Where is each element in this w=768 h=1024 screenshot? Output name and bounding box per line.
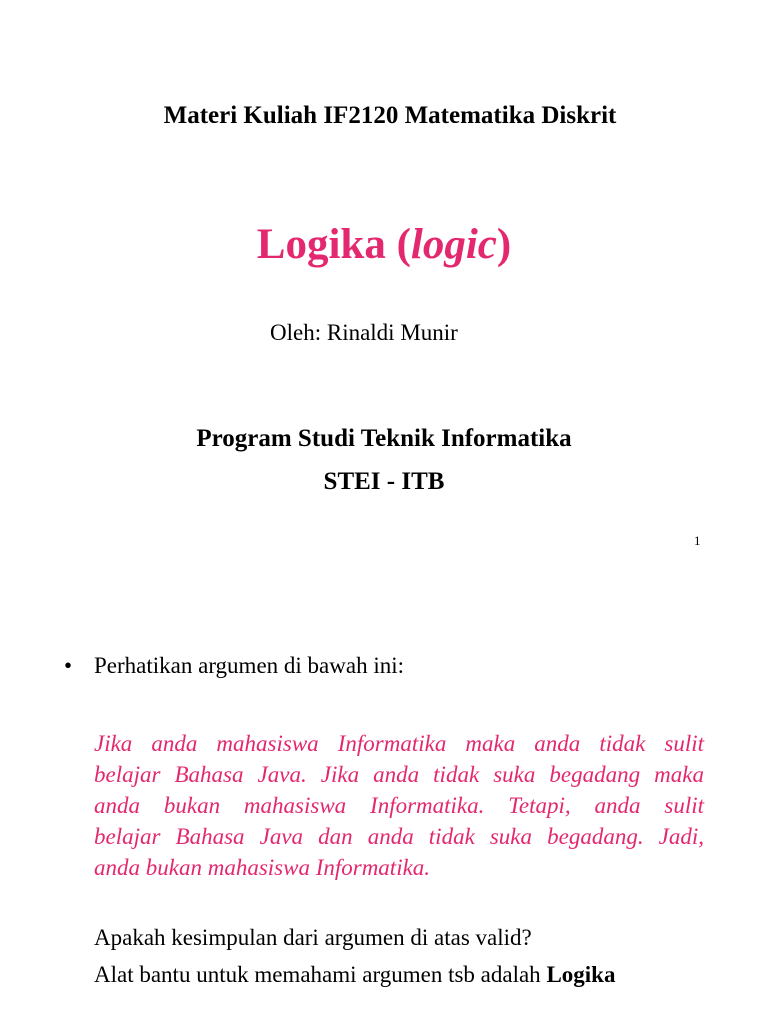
argument-text — [94, 728, 704, 883]
program-name: Program Studi Teknik Informatika — [196, 425, 572, 452]
main-title-italic: logic — [410, 221, 497, 268]
argument-line: anda bukan mahasiswa Informatika. Tetapi, anda sulit — [94, 793, 704, 818]
tool-text-prefix: Alat bantu untuk memahami argumen tsb adalah — [94, 962, 547, 987]
main-title — [0, 220, 768, 269]
bullet-item — [64, 653, 404, 679]
tool-text — [94, 962, 615, 988]
argument-line: belajar Bahasa Java. Jika anda tidak suka begadang maka — [94, 762, 704, 787]
main-title-prefix: Logika ( — [256, 221, 411, 268]
course-title: Materi Kuliah IF2120 Matematika Diskrit — [163, 102, 617, 129]
faculty-name: STEI - ITB — [323, 468, 445, 495]
author: Oleh: Rinaldi Munir — [270, 320, 458, 345]
bullet-icon: • — [64, 653, 73, 678]
question-text: Apakah kesimpulan dari argumen di atas valid? — [94, 925, 532, 950]
bullet-text: Perhatikan argumen di bawah ini: — [94, 653, 404, 678]
page-number: 1 — [694, 533, 701, 548]
main-title-suffix: ) — [496, 221, 512, 268]
argument-line: anda bukan mahasiswa Informatika. — [94, 855, 431, 880]
argument-line: belajar Bahasa Java dan anda tidak suka begadang. Jadi, — [94, 824, 704, 849]
argument-line: Jika anda mahasiswa Informatika maka anda tidak sulit — [94, 731, 704, 756]
tool-text-bold: Logika — [546, 962, 616, 987]
argument-slide — [0, 585, 768, 1024]
